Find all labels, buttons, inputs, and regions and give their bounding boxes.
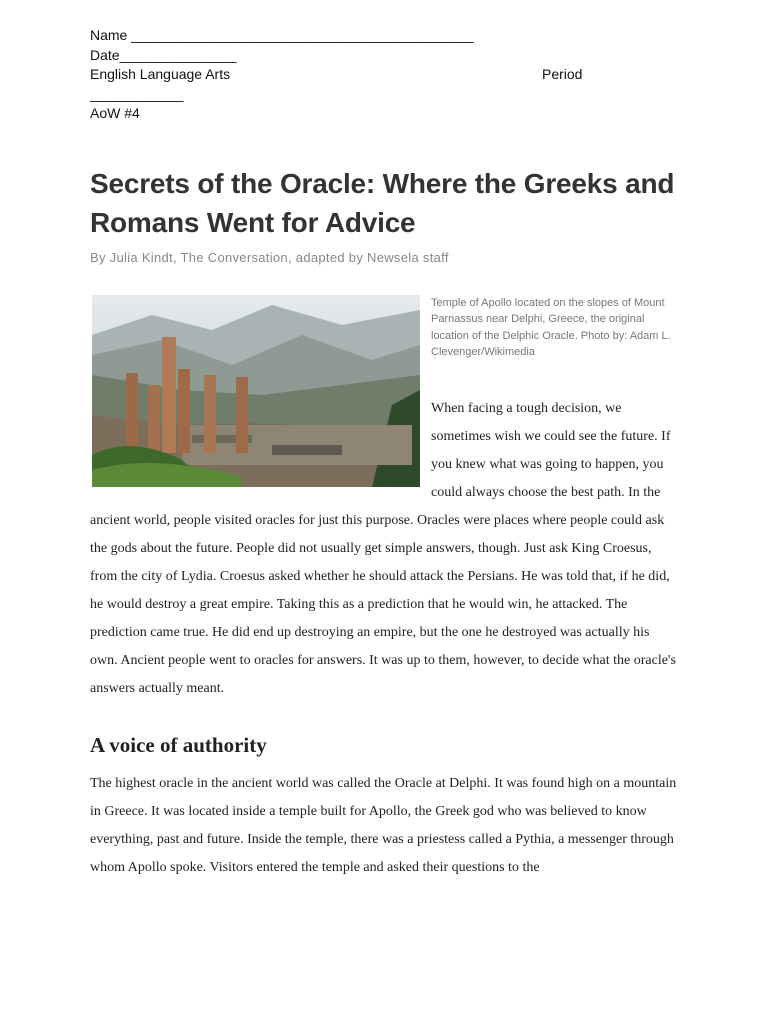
name-line: Name ____________________________________________ (90, 27, 474, 43)
section-paragraph: The highest oracle in the ancient world was called the Oracle at Delphi. It was found high on a mountain in Greece. It was located inside a temple built for Apollo, the Greek god who was believed to know everything, past and future. Inside the temple, there was a priestess called a Pythia, a messenger through whom Apollo spoke. Visitors entered the temple and asked their questions to the (90, 775, 677, 875)
worksheet-header (90, 26, 680, 124)
section-heading: A voice of authority (90, 732, 267, 757)
period-label: Period (542, 66, 583, 82)
period-blank: ____________ (90, 85, 184, 102)
date-line: Date_______________ (90, 46, 237, 63)
article-byline: By Julia Kindt, The Conversation, adapted by Newsela staff (90, 249, 449, 265)
class-line (90, 65, 680, 85)
document-page (90, 26, 680, 882)
assignment-label: AoW #4 (90, 105, 140, 121)
article-title: Secrets of the Oracle: Where the Greeks and Romans Went for Advice (90, 167, 675, 238)
photo-caption: Temple of Apollo located on the slopes of Mount Parnassus near Delphi, Greece, the original location of the Delphic Oracle. Photo by: Adam L. Clevenger/Wikimedia (431, 296, 671, 358)
figure-spacer (90, 295, 431, 491)
intro-text: When facing a tough decision, we sometimes wish we could see the future. If you knew what was going to happen, you could always choose the best path. In the ancient world, people visited oracles for just this purpose. Oracles were places where people could ask the gods about the future. People did not usually get simple answers, though. Just ask King Croesus, from the city of Lydia. Croesus asked whether he should attack the Persians. He was told that, if he did, he would destroy a great empire. Taking this as a prediction that he would win, he attacked. The prediction came true. He did end up destroying an empire, but the one he destroyed was actually his own. Ancient people went to oracles for answers. It was up to them, however, to decide what the oracle's answers actually meant. (90, 400, 676, 696)
class-name: English Language Arts (90, 66, 231, 82)
intro-paragraph (90, 295, 680, 703)
